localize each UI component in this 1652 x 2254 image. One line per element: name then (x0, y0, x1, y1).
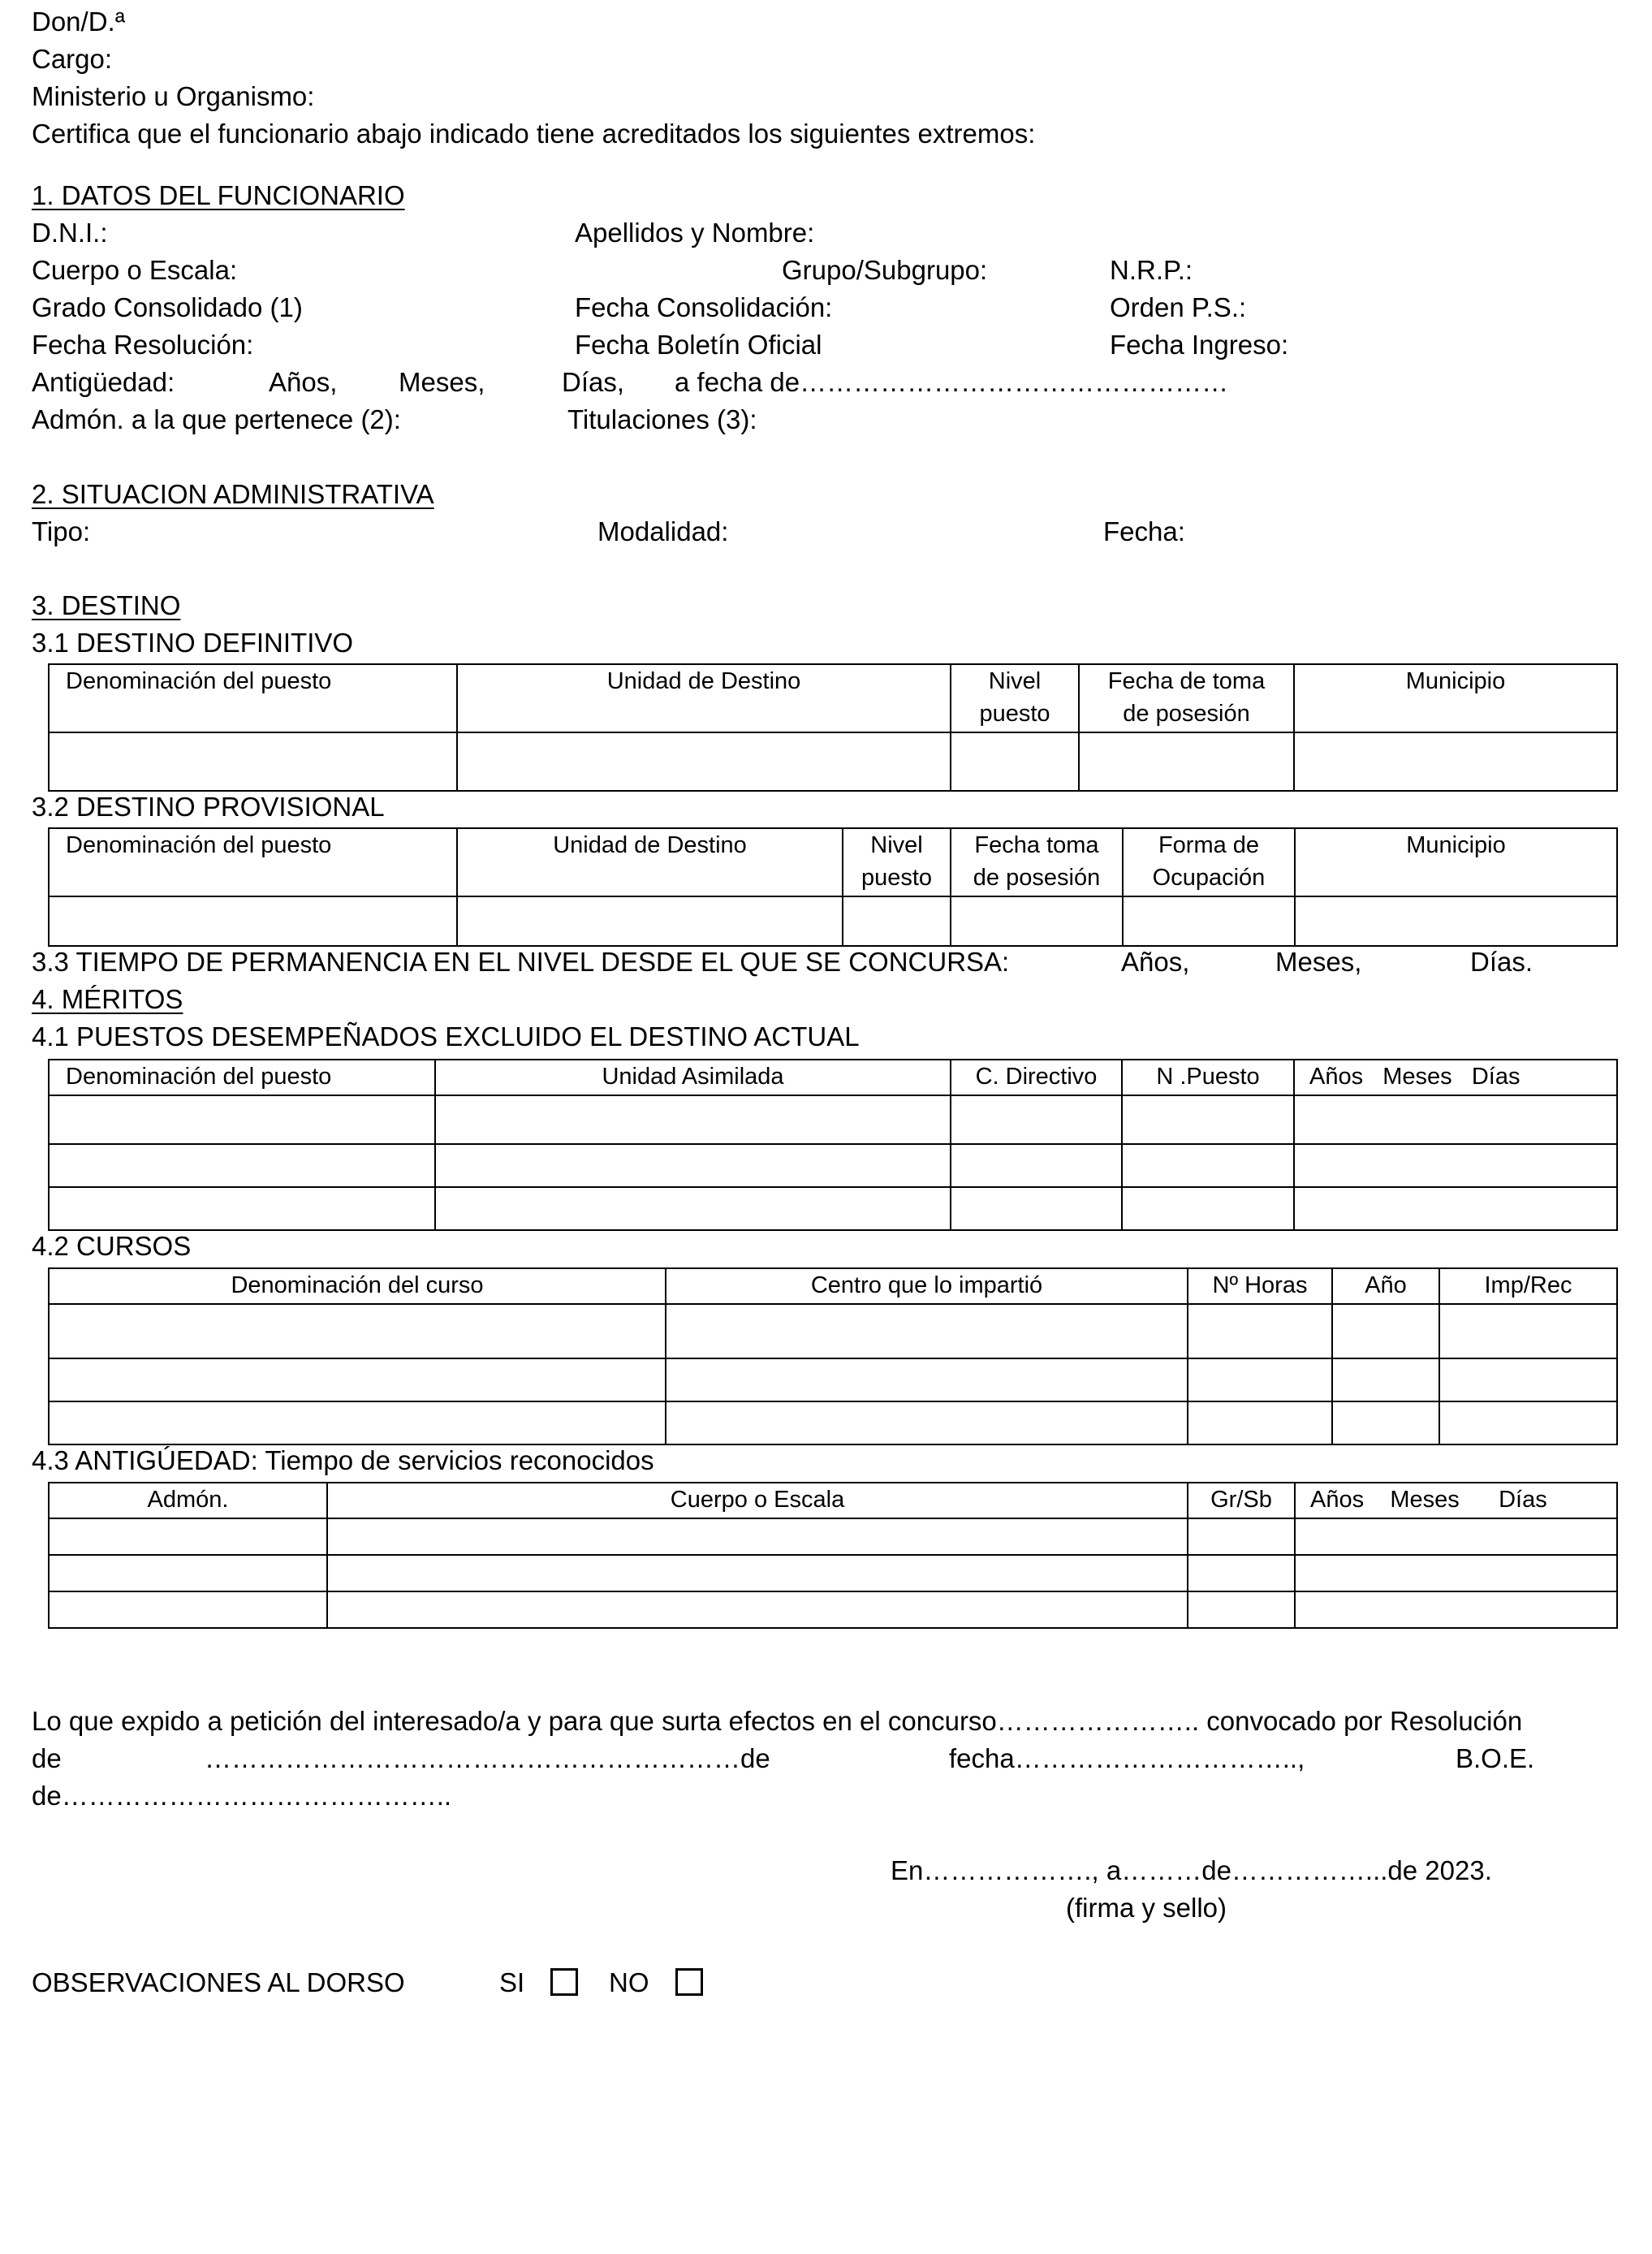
header-denominacion: Denominación del puesto (49, 828, 457, 896)
fecha-label: Fecha: (1103, 516, 1185, 546)
lugar-fecha: En………………., a………de……………...de 2023. (891, 1855, 1492, 1885)
cell-imp[interactable] (1439, 1401, 1617, 1444)
cell-denominacion[interactable] (49, 1187, 435, 1230)
table-header-row (49, 664, 1617, 732)
observaciones-label: OBSERVACIONES AL DORSO (32, 1967, 405, 1997)
cell-directivo[interactable] (951, 1187, 1122, 1230)
cell-municipio[interactable] (1295, 896, 1617, 946)
header-npuesto: N .Puesto (1122, 1060, 1294, 1095)
header-admon: Admón. (49, 1483, 327, 1518)
header-nivel-line2: puesto (979, 701, 1050, 727)
header-centro: Centro que lo impartió (666, 1268, 1188, 1304)
cell-unidad[interactable] (435, 1095, 951, 1144)
fecha-ingreso-label: Fecha Ingreso: (1110, 330, 1289, 360)
cell-curso[interactable] (49, 1401, 666, 1444)
cell-nivel[interactable] (951, 732, 1079, 791)
cell-npuesto[interactable] (1122, 1187, 1294, 1230)
antiguedad-meses: Meses, (399, 367, 485, 397)
cuerpo-label: Cuerpo o Escala: (32, 255, 238, 285)
cell-admon[interactable] (49, 1591, 327, 1628)
header-municipio: Municipio (1294, 664, 1617, 732)
ministerio-label: Ministerio u Organismo: (32, 81, 315, 111)
cell-tiempo[interactable] (1295, 1518, 1617, 1555)
table-row (49, 1187, 1617, 1230)
table-row (49, 1358, 1617, 1401)
no-label: NO (609, 1967, 649, 1997)
header-nivel-line2: puesto (861, 865, 933, 891)
cursos-table (48, 1267, 1618, 1445)
header-nivel (843, 828, 951, 896)
table-row (49, 1401, 1617, 1444)
cell-denominacion[interactable] (49, 1144, 435, 1187)
cell-unidad[interactable] (457, 732, 951, 791)
grupo-label: Grupo/Subgrupo: (782, 255, 988, 285)
don-label: Don/D.ª (32, 6, 125, 37)
puestos-desempenados-table (48, 1059, 1618, 1231)
antiguedad-dias: Días, (562, 367, 625, 397)
section-4-title: 4. MÉRITOS (32, 984, 183, 1014)
header-horas: Nº Horas (1188, 1268, 1332, 1304)
header-directivo: C. Directivo (951, 1060, 1122, 1095)
cell-tiempo[interactable] (1295, 1555, 1617, 1591)
table-row (49, 1518, 1617, 1555)
header-tiempo: Años Meses Días (1295, 1483, 1617, 1518)
header-fecha-line2: de posesión (1123, 701, 1250, 727)
cell-curso[interactable] (49, 1358, 666, 1401)
cell-admon[interactable] (49, 1518, 327, 1555)
cell-admon[interactable] (49, 1555, 327, 1591)
header-cuerpo: Cuerpo o Escala (327, 1483, 1188, 1518)
header-grsb: Gr/Sb (1188, 1483, 1295, 1518)
cell-ano[interactable] (1332, 1401, 1439, 1444)
table-row (49, 1144, 1617, 1187)
cell-grsb[interactable] (1188, 1591, 1295, 1628)
table-row (49, 896, 1617, 946)
si-checkbox[interactable] (550, 1968, 578, 1996)
table-row (49, 732, 1617, 791)
cell-municipio[interactable] (1294, 732, 1617, 791)
header-forma-line2: Ocupación (1152, 865, 1266, 891)
cell-forma[interactable] (1123, 896, 1295, 946)
tipo-label: Tipo: (32, 516, 91, 546)
cell-curso[interactable] (49, 1304, 666, 1358)
cell-unidad[interactable] (435, 1144, 951, 1187)
cell-tiempo[interactable] (1294, 1187, 1617, 1230)
header-imp: Imp/Rec (1439, 1268, 1617, 1304)
table-header-row (49, 1483, 1617, 1518)
boe-dots: de…………………………………….. (32, 1781, 452, 1811)
cell-ano[interactable] (1332, 1304, 1439, 1358)
si-label: SI (499, 1967, 525, 1997)
cell-directivo[interactable] (951, 1095, 1122, 1144)
cell-fecha[interactable] (1079, 732, 1294, 791)
dni-label: D.N.I.: (32, 218, 108, 248)
fecha-consolidacion-label: Fecha Consolidación: (575, 292, 833, 322)
certifica-text: Certifica que el funcionario abajo indicado tiene acreditados los siguientes extremos: (32, 119, 1036, 149)
cell-denominacion[interactable] (49, 732, 457, 791)
orden-label: Orden P.S.: (1110, 292, 1247, 322)
cell-unidad[interactable] (457, 896, 843, 946)
header-curso: Denominación del curso (49, 1268, 666, 1304)
antiguedad-servicios-table (48, 1482, 1618, 1629)
cell-tiempo[interactable] (1295, 1591, 1617, 1628)
expido-text: Lo que expido a petición del interesado/a y para que surta efectos en el concurso………………….. convocado por Resolución (32, 1706, 1523, 1736)
header-denominacion: Denominación del puesto (49, 1060, 435, 1095)
grado-label: Grado Consolidado (1) (32, 292, 303, 322)
destino-provisional-title: 3.2 DESTINO PROVISIONAL (32, 792, 385, 822)
cell-denominacion[interactable] (49, 896, 457, 946)
cell-npuesto[interactable] (1122, 1144, 1294, 1187)
cell-centro[interactable] (666, 1358, 1188, 1401)
tiempo-permanencia-meses: Meses, (1275, 947, 1362, 977)
cargo-label: Cargo: (32, 44, 113, 74)
cell-cuerpo[interactable] (327, 1591, 1188, 1628)
table-row (49, 1591, 1617, 1628)
header-fecha-line1: Fecha toma (974, 832, 1099, 858)
header-unidad: Unidad de Destino (457, 664, 951, 732)
cell-ano[interactable] (1332, 1358, 1439, 1401)
header-unidad: Unidad de Destino (457, 828, 843, 896)
titulaciones-label: Titulaciones (3): (567, 404, 757, 434)
table-header-row (49, 1060, 1617, 1095)
antiguedad-servicios-title: 4.3 ANTIGÚEDAD: Tiempo de servicios reconocidos (32, 1445, 654, 1475)
destino-provisional-table (48, 827, 1618, 947)
a-fecha-de: a fecha de………………………………………… (675, 367, 1229, 397)
header-ano: Año (1332, 1268, 1439, 1304)
section-3-title: 3. DESTINO (32, 590, 181, 620)
puestos-desempenados-title: 4.1 PUESTOS DESEMPEÑADOS EXCLUIDO EL DESTINO ACTUAL (32, 1021, 860, 1051)
cell-denominacion[interactable] (49, 1095, 435, 1144)
cell-horas[interactable] (1188, 1304, 1332, 1358)
cell-fecha[interactable] (951, 896, 1123, 946)
header-fecha-line2: de posesión (973, 865, 1101, 891)
cell-directivo[interactable] (951, 1144, 1122, 1187)
cell-grsb[interactable] (1188, 1555, 1295, 1591)
cell-grsb[interactable] (1188, 1518, 1295, 1555)
boe-label: B.O.E. (1456, 1743, 1535, 1773)
antiguedad-label: Antigüedad: (32, 367, 175, 397)
header-nivel (951, 664, 1079, 732)
antiguedad-anos: Años, (269, 367, 338, 397)
cell-tiempo[interactable] (1294, 1144, 1617, 1187)
cell-cuerpo[interactable] (327, 1555, 1188, 1591)
header-tiempo: Años Meses Días (1294, 1060, 1617, 1095)
table-header-row (49, 1268, 1617, 1304)
destino-definitivo-table (48, 663, 1618, 792)
cell-unidad[interactable] (435, 1187, 951, 1230)
cell-horas[interactable] (1188, 1358, 1332, 1401)
destino-definitivo-title: 3.1 DESTINO DEFINITIVO (32, 628, 354, 658)
section-1-title: 1. DATOS DEL FUNCIONARIO (32, 180, 405, 210)
cursos-title: 4.2 CURSOS (32, 1231, 192, 1261)
header-unidad: Unidad Asimilada (435, 1060, 951, 1095)
header-fecha (1079, 664, 1294, 732)
table-row (49, 1095, 1617, 1144)
resolucion-dots: ……………………………………………………de (205, 1743, 770, 1773)
cell-nivel[interactable] (843, 896, 951, 946)
fecha-resolucion-label: Fecha Resolución: (32, 330, 254, 360)
header-forma (1123, 828, 1295, 896)
admon-label: Admón. a la que pertenece (2): (32, 404, 401, 434)
tiempo-permanencia-anos: Años, (1121, 947, 1190, 977)
table-row (49, 1555, 1617, 1591)
header-fecha (951, 828, 1123, 896)
section-2-title: 2. SITUACION ADMINISTRATIVA (32, 479, 434, 509)
header-nivel-line1: Nivel (870, 832, 923, 858)
nrp-label: N.R.P.: (1110, 255, 1193, 285)
cell-imp[interactable] (1439, 1358, 1617, 1401)
header-forma-line1: Forma de (1158, 832, 1260, 858)
tiempo-permanencia-dias: Días. (1470, 947, 1533, 977)
apellidos-label: Apellidos y Nombre: (575, 218, 815, 248)
no-checkbox[interactable] (675, 1968, 703, 1996)
cell-imp[interactable] (1439, 1304, 1617, 1358)
header-nivel-line1: Nivel (988, 668, 1042, 694)
modalidad-label: Modalidad: (597, 516, 729, 546)
cell-cuerpo[interactable] (327, 1518, 1188, 1555)
table-header-row (49, 828, 1617, 896)
resolucion-de: de (32, 1743, 62, 1773)
fecha-boletin-label: Fecha Boletín Oficial (575, 330, 822, 360)
header-fecha-line1: Fecha de toma (1107, 668, 1266, 694)
header-denominacion: Denominación del puesto (49, 664, 457, 732)
cell-horas[interactable] (1188, 1401, 1332, 1444)
firma-sello: (firma y sello) (1066, 1893, 1227, 1923)
cell-centro[interactable] (666, 1401, 1188, 1444)
tiempo-permanencia-text: 3.3 TIEMPO DE PERMANENCIA EN EL NIVEL DESDE EL QUE SE CONCURSA: (32, 947, 1010, 977)
header-municipio: Municipio (1295, 828, 1617, 896)
table-row (49, 1304, 1617, 1358)
cell-tiempo[interactable] (1294, 1095, 1617, 1144)
cell-npuesto[interactable] (1122, 1095, 1294, 1144)
cell-centro[interactable] (666, 1304, 1188, 1358)
fecha-dots: fecha………………………….., (949, 1743, 1305, 1773)
